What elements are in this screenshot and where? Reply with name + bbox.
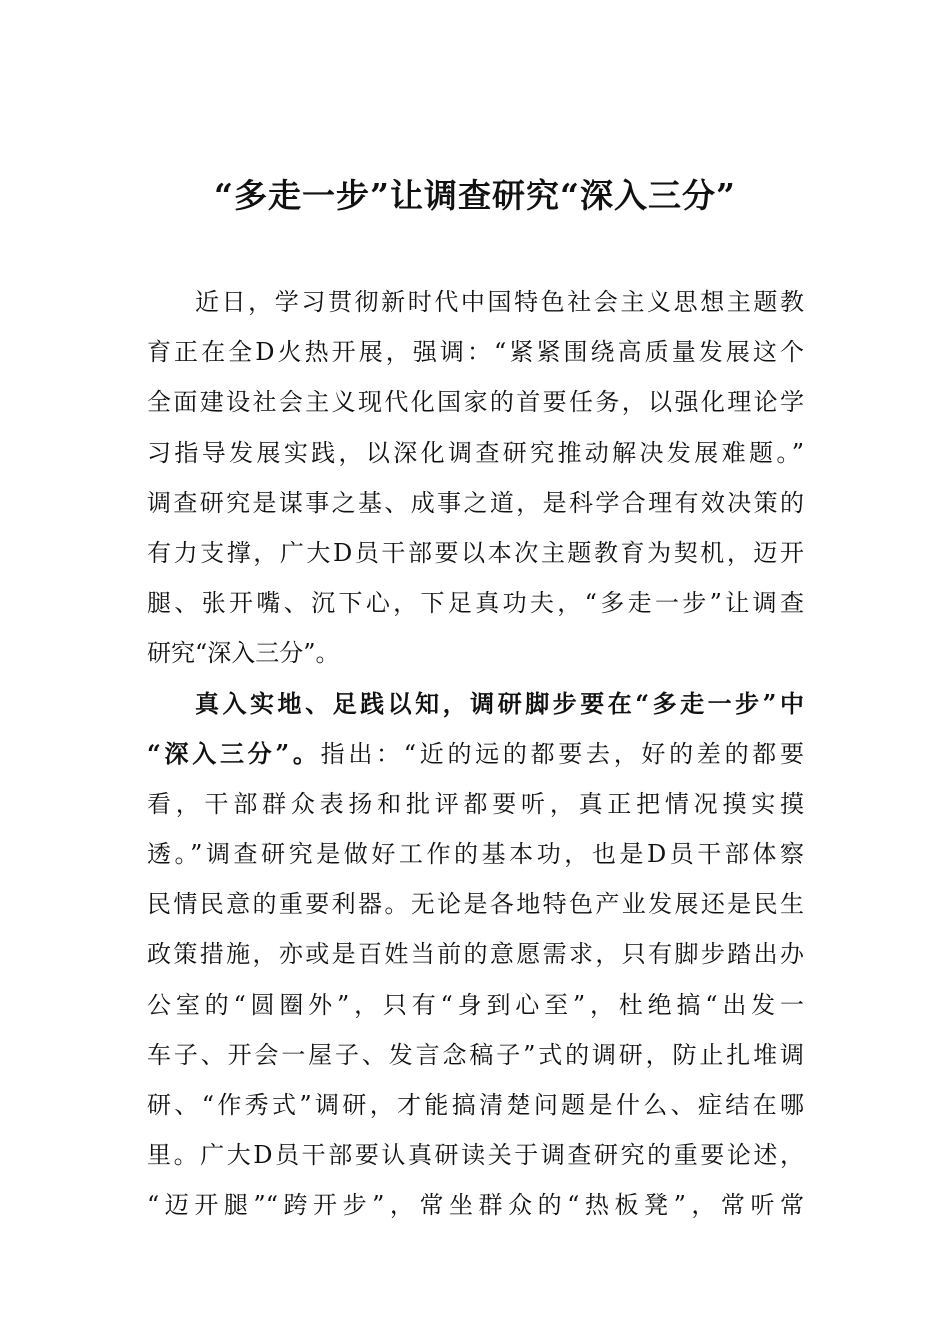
text-line: 政策措施，亦或是百姓当前的意愿需求，只有脚步踏出办	[147, 940, 804, 969]
text-line: 透。”调查研究是做好工作的基本功，也是D员干部体察	[147, 840, 804, 869]
text-line: 近日，学习贯彻新时代中国特色社会主义思想主题教	[195, 288, 804, 316]
text-line: “迈开腿”“跨开步”，常坐群众的“热板凳”，常听常	[147, 1191, 804, 1220]
bold-lead-text: “深入三分”。	[147, 738, 321, 768]
text-line: 看，干部群众表扬和批评都要听，真正把情况摸实摸	[147, 789, 804, 818]
text-line: 习指导发展实践，以深化调查研究推动解决发展难题。”	[147, 438, 804, 467]
text-line: 车子、开会一屋子、发言念稿子”式的调研，防止扎堆调	[147, 1040, 804, 1069]
document-body	[147, 277, 804, 1231]
text-line: 里。广大D员干部要认真研读关于调查研究的重要论述，	[147, 1141, 804, 1170]
paragraph-2	[147, 679, 804, 1231]
text-line: 育正在全D火热开展，强调：“紧紧围绕高质量发展这个	[147, 338, 804, 367]
text-line: 全面建设社会主义现代化国家的首要任务，以强化理论学	[147, 388, 804, 417]
text-line: 调查研究是谋事之基、成事之道，是科学合理有效决策的	[147, 488, 804, 517]
text-line: 腿、张开嘴、沉下心，下足真功夫，“多走一步”让调查	[147, 589, 804, 618]
text-line: 研、“作秀式”调研，才能搞清楚问题是什么、症结在哪	[147, 1091, 804, 1119]
text-line	[147, 729, 804, 779]
text-run: 指出：“近的远的都要去，好的差的都要	[320, 739, 804, 768]
document-title: “多走一步”让调查研究“深入三分”	[214, 176, 736, 215]
paragraph-1	[147, 277, 804, 679]
text-line: 研究“深入三分”。	[147, 639, 340, 668]
text-line: 公室的“圆圈外”，只有“身到心至”，杜绝搞“出发一	[147, 990, 804, 1019]
text-line: 民情民意的重要利器。无论是各地特色产业发展还是民生	[147, 890, 804, 919]
text-line: 真入实地、足践以知，调研脚步要在“多走一步”中	[195, 688, 804, 718]
text-line: 有力支撑，广大D员干部要以本次主题教育为契机，迈开	[147, 538, 804, 567]
